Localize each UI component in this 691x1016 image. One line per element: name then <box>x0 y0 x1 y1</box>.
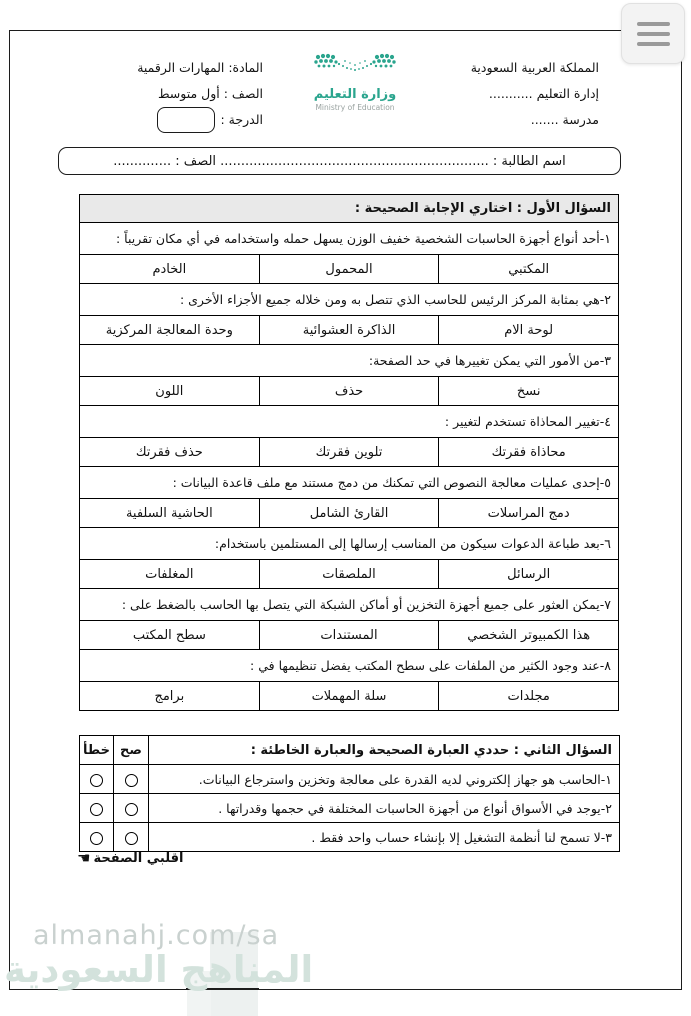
question-text: ٧-يمكن العثور على جميع أجهزة التخزين أو أماكن الشبكة التي يتصل بها الحاسب بالضغط على : <box>80 589 619 621</box>
answer-circle-true[interactable] <box>125 774 138 787</box>
question-row <box>80 223 619 255</box>
question-text: ٢-هي بمثابة المركز الرئيس للحاسب الذي تتصل به ومن خلاله جميع الأجزاء الأخرى : <box>80 284 619 316</box>
options-row <box>80 682 619 711</box>
header-right-block <box>471 55 599 133</box>
option-cell[interactable]: سطح المكتب <box>80 621 260 650</box>
hamburger-icon <box>637 22 670 26</box>
option-cell[interactable]: محاذاة فقرتك <box>439 438 619 467</box>
question-text: ٤-تغيير المحاذاة تستخدم لتغيير : <box>80 406 619 438</box>
option-cell[interactable]: الخادم <box>80 255 260 284</box>
hamburger-icon <box>637 32 670 36</box>
answer-circle-true[interactable] <box>125 803 138 816</box>
question-row <box>80 467 619 499</box>
option-cell[interactable]: المغلفات <box>80 560 260 589</box>
country-name: المملكة العربية السعودية <box>470 60 599 75</box>
statement-text: ٢-يوجد في الأسواق أنواع من أجهزة الحاسبات المختلفة في حجمها وقدراتها . <box>149 794 620 823</box>
subject-line: المادة: المهارات الرقمية <box>137 60 263 75</box>
options-row <box>80 377 619 406</box>
option-cell[interactable]: اللون <box>80 377 260 406</box>
option-cell[interactable]: دمج المراسلات <box>439 499 619 528</box>
score-label: الدرجة : <box>220 112 263 127</box>
question-row <box>80 589 619 621</box>
option-cell[interactable]: وحدة المعالجة المركزية <box>80 316 260 345</box>
score-input-box[interactable] <box>157 107 215 133</box>
score-row <box>137 107 263 133</box>
answer-circle-true[interactable] <box>125 832 138 845</box>
option-cell[interactable]: حذف <box>259 377 439 406</box>
question-text: ٥-إحدى عمليات معالجة النصوص التي تمكنك من دمج مستند مع ملف قاعدة البيانات : <box>80 467 619 499</box>
options-row <box>80 255 619 284</box>
section2-header-row <box>80 736 620 765</box>
ministry-logo-icon <box>312 52 398 82</box>
answer-circle-false[interactable] <box>90 803 103 816</box>
student-name-line: اسم الطالبة : ................................................................. الصف : .............. <box>113 153 566 169</box>
option-cell[interactable]: لوحة الام <box>439 316 619 345</box>
question-text: ٨-عند وجود الكثير من الملفات على سطح المكتب يفضل تنظيمها في : <box>80 650 619 682</box>
options-row <box>80 621 619 650</box>
option-cell[interactable]: الذاكرة العشوائية <box>259 316 439 345</box>
false-column-header: خطأ <box>80 736 114 765</box>
option-cell[interactable]: برامج <box>80 682 260 711</box>
question-row <box>80 284 619 316</box>
options-row <box>80 438 619 467</box>
section1-title: السؤال الأول : اختاري الإجابة الصحيحة : <box>80 195 619 223</box>
question-text: ١-أحد أنواع أجهزة الحاسبات الشخصية خفيف الوزن يسهل حمله واستخدامه في أي مكان تقريباً : <box>80 223 619 255</box>
option-cell[interactable]: حذف فقرتك <box>80 438 260 467</box>
option-cell[interactable]: نسخ <box>439 377 619 406</box>
student-name-box[interactable] <box>58 147 621 175</box>
ministry-of-education-logo <box>300 52 410 112</box>
education-admin-line: إدارة التعليم ........... <box>488 86 599 101</box>
hamburger-menu-button[interactable] <box>621 3 685 64</box>
question-text: ٣-من الأمور التي يمكن تغييرها في حد الصفحة: <box>80 345 619 377</box>
options-row <box>80 499 619 528</box>
school-line: مدرسة ....... <box>530 112 599 127</box>
options-row <box>80 560 619 589</box>
true-column-header: صح <box>114 736 149 765</box>
statement-row <box>80 794 620 823</box>
option-cell[interactable]: الرسائل <box>439 560 619 589</box>
question-row <box>80 345 619 377</box>
section1-header-row <box>80 195 619 223</box>
watermark-arabic-logo: المناهج السعودية <box>4 948 314 991</box>
option-cell[interactable]: تلوين فقرتك <box>259 438 439 467</box>
option-cell[interactable]: مجلدات <box>439 682 619 711</box>
question-row <box>80 650 619 682</box>
question-row <box>80 406 619 438</box>
turn-page-note <box>77 851 183 866</box>
pointing-hand-icon: ☚ <box>77 849 91 867</box>
question-text: ٦-بعد طباعة الدعوات سيكون من المناسب إرسالها إلى المستلمين باستخدام: <box>80 528 619 560</box>
statement-row <box>80 765 620 794</box>
option-cell[interactable]: القارئ الشامل <box>259 499 439 528</box>
answer-circle-false[interactable] <box>90 832 103 845</box>
option-cell[interactable]: سلة المهملات <box>259 682 439 711</box>
option-cell[interactable]: المستندات <box>259 621 439 650</box>
answer-circle-false[interactable] <box>90 774 103 787</box>
options-row <box>80 316 619 345</box>
turn-page-label: اقلبي الصفحة <box>93 851 184 866</box>
statement-row <box>80 823 620 852</box>
multiple-choice-table <box>79 194 619 711</box>
statement-text: ٣-لا تسمح لنا أنظمة التشغيل إلا بإنشاء حساب واحد فقط . <box>149 823 620 852</box>
option-cell[interactable]: الملصقات <box>259 560 439 589</box>
header-left-block <box>137 55 263 133</box>
option-cell[interactable]: هذا الكمبيوتر الشخصي <box>439 621 619 650</box>
true-false-table <box>79 735 620 852</box>
option-cell[interactable]: المكتبي <box>439 255 619 284</box>
statement-text: ١-الحاسب هو جهاز إلكتروني لديه القدرة على معالجة وتخزين واسترجاع البيانات. <box>149 765 620 794</box>
question-row <box>80 528 619 560</box>
option-cell[interactable]: المحمول <box>259 255 439 284</box>
grade-line: الصف : أول متوسط <box>157 86 263 101</box>
ministry-name-english: Ministry of Education <box>315 103 395 112</box>
section2-title: السؤال الثاني : حددي العبارة الصحيحة والعبارة الخاطئة : <box>149 736 620 765</box>
watermark-url: almanahj.com/sa <box>33 920 280 951</box>
option-cell[interactable]: الحاشية السلفية <box>80 499 260 528</box>
ministry-name-arabic: وزارة التعليم <box>313 87 397 102</box>
hamburger-icon <box>637 42 670 46</box>
